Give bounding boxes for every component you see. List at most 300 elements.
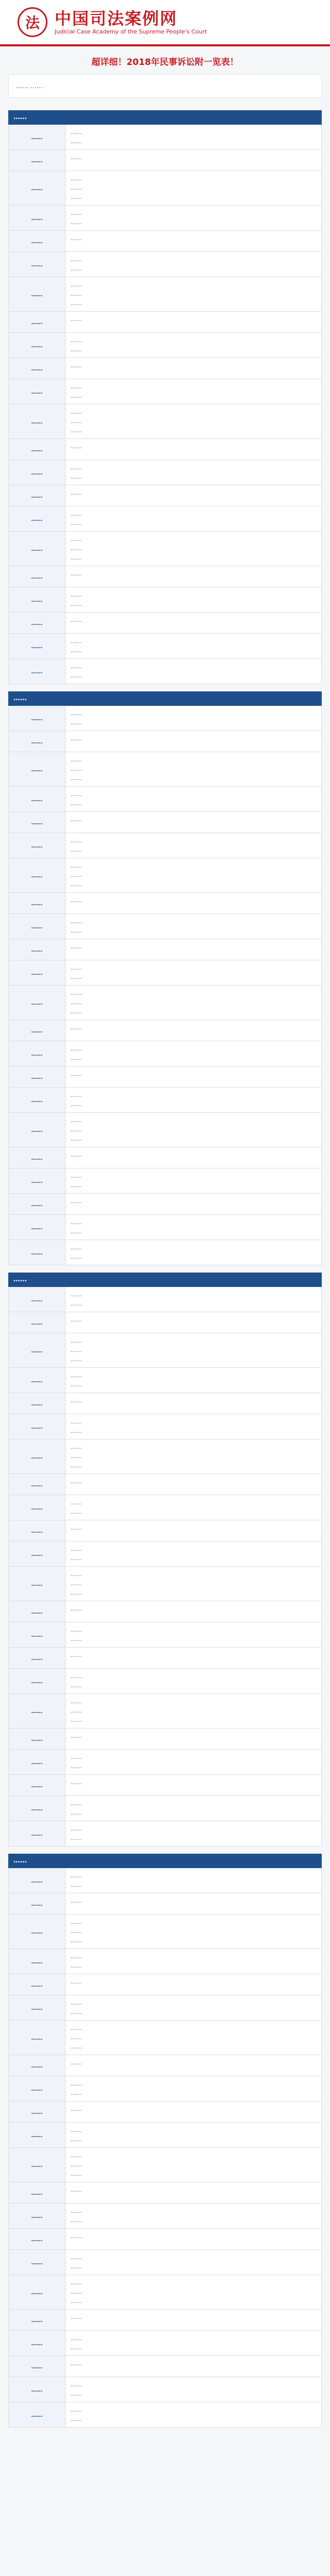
row-category: ……	[9, 858, 65, 892]
row-description	[65, 858, 321, 892]
row-category: ……	[9, 914, 65, 939]
row-description	[65, 2182, 321, 2203]
row-description	[65, 1995, 321, 2020]
row-description	[65, 1113, 321, 1147]
row-description	[65, 1414, 321, 1439]
table-row	[8, 150, 322, 171]
row-category: ……	[9, 833, 65, 858]
row-description	[65, 1541, 321, 1566]
row-description	[65, 960, 321, 985]
table-row	[8, 1750, 322, 1775]
table-row	[8, 460, 322, 485]
row-description	[65, 1601, 321, 1622]
row-category: ……	[9, 2402, 65, 2427]
row-description-line: ……	[71, 647, 82, 654]
row-category: ……	[9, 1287, 65, 1312]
site-subtitle: Judicial Case Academy of the Supreme People's Court	[55, 28, 207, 35]
row-description-line: ……	[71, 617, 82, 623]
table-row	[8, 2182, 322, 2204]
row-description-line: ……	[71, 964, 82, 971]
row-description-line: ……	[71, 393, 82, 399]
row-description-line: ……	[71, 316, 82, 323]
row-description	[65, 1750, 321, 1774]
row-description	[65, 812, 321, 833]
row-category: ……	[9, 1088, 65, 1112]
row-description-line: ……	[71, 443, 82, 450]
row-description-line: ……	[71, 974, 82, 980]
row-description	[65, 752, 321, 786]
table-row	[8, 2148, 322, 2182]
row-description-line: ……	[71, 520, 82, 527]
site-header	[0, 0, 330, 46]
row-description	[65, 460, 321, 485]
table-row	[8, 1914, 322, 1949]
table-row	[8, 960, 322, 986]
row-description-line: ……	[71, 837, 82, 844]
row-description-line: ……	[71, 1682, 82, 1689]
row-category: ……	[9, 2275, 65, 2309]
row-category: ……	[9, 787, 65, 811]
row-category: ……	[9, 439, 65, 460]
row-description-line: ……	[71, 1937, 82, 1944]
row-description	[65, 1020, 321, 1041]
row-description-line: ……	[71, 1897, 82, 1904]
row-description	[65, 914, 321, 939]
row-description	[65, 206, 321, 230]
row-description	[65, 1821, 321, 1846]
row-description-line: ……	[71, 775, 82, 782]
row-category: ……	[9, 1601, 65, 1622]
table-row	[8, 231, 322, 252]
row-description	[65, 379, 321, 404]
row-category: ……	[9, 1868, 65, 1893]
row-description-line: ……	[71, 1418, 82, 1425]
section-title: ……	[8, 1854, 322, 1868]
row-category: ……	[9, 1974, 65, 1995]
row-description-line: ……	[71, 1126, 82, 1133]
table-row	[8, 1240, 322, 1265]
row-category: ……	[9, 1041, 65, 1066]
row-description-line: ……	[71, 2344, 82, 2351]
table-row	[8, 634, 322, 659]
row-description-line: ……	[71, 346, 82, 353]
row-description-line: ……	[71, 999, 82, 1006]
row-description	[65, 2055, 321, 2076]
row-description-line: ……	[71, 1872, 82, 1879]
row-description-line: ……	[71, 473, 82, 480]
table-row	[8, 1601, 322, 1622]
row-category: ……	[9, 358, 65, 379]
row-description-line: ……	[71, 1092, 82, 1098]
row-description	[65, 2331, 321, 2355]
row-description-line: ……	[71, 427, 82, 434]
row-description	[65, 1974, 321, 1995]
row-description	[65, 1147, 321, 1168]
row-description-line: ……	[71, 1636, 82, 1642]
row-category: ……	[9, 2377, 65, 2402]
row-description-line: ……	[71, 1219, 82, 1226]
row-category: ……	[9, 2331, 65, 2355]
row-description-line: ……	[71, 1509, 82, 1515]
row-description	[65, 1796, 321, 1821]
table-row	[8, 1368, 322, 1393]
row-description-line: ……	[71, 1978, 82, 1985]
row-description-line: ……	[71, 1228, 82, 1235]
table-row	[8, 2102, 322, 2123]
row-category: ……	[9, 312, 65, 332]
row-description-line: ……	[71, 1008, 82, 1015]
row-description-line: ……	[71, 1698, 82, 1705]
row-description-line: ……	[71, 1462, 82, 1469]
row-category: ……	[9, 150, 65, 171]
row-description-line: ……	[71, 1045, 82, 1052]
row-category: ……	[9, 1368, 65, 1393]
row-category: ……	[9, 566, 65, 587]
row-description-line: ……	[71, 927, 82, 934]
row-description-line: ……	[71, 791, 82, 798]
row-description-line: ……	[71, 2152, 82, 2159]
row-category: ……	[9, 2076, 65, 2101]
table-row	[8, 1066, 322, 1088]
row-description	[65, 532, 321, 566]
row-category: ……	[9, 1113, 65, 1147]
table-row	[8, 1439, 322, 1474]
row-description-line: ……	[71, 418, 82, 425]
row-category: ……	[9, 532, 65, 566]
row-category: ……	[9, 1893, 65, 1914]
row-description-line: ……	[71, 1151, 82, 1158]
row-description	[65, 566, 321, 587]
row-category: ……	[9, 1474, 65, 1495]
table-row	[8, 939, 322, 960]
row-description	[65, 2076, 321, 2101]
row-description-line: ……	[71, 2187, 82, 2193]
row-description-line: ……	[71, 1136, 82, 1142]
row-description	[65, 125, 321, 149]
row-description-line: ……	[71, 1024, 82, 1031]
row-description-line: ……	[71, 1835, 82, 1841]
table-row	[8, 2250, 322, 2275]
row-description-line: ……	[71, 1291, 82, 1298]
table-row	[8, 379, 322, 404]
row-category: ……	[9, 2310, 65, 2330]
row-description-line: ……	[71, 256, 82, 263]
row-description-line: ……	[71, 2416, 82, 2422]
site-logo[interactable]	[18, 7, 47, 37]
site-title[interactable]: 中国司法案例网	[55, 9, 178, 28]
row-description	[65, 1868, 321, 1893]
row-category: ……	[9, 460, 65, 485]
table-row	[8, 1669, 322, 1694]
table-row	[8, 613, 322, 634]
table-row	[8, 1194, 322, 1215]
row-description-line: ……	[71, 536, 82, 543]
row-category: ……	[9, 2148, 65, 2182]
row-description	[65, 231, 321, 251]
table-row	[8, 1495, 322, 1520]
table-row	[8, 2331, 322, 2356]
row-category: ……	[9, 706, 65, 731]
table-row	[8, 2076, 322, 2102]
row-description-line: ……	[71, 766, 82, 772]
row-description-line: ……	[71, 918, 82, 925]
row-description	[65, 1728, 321, 1749]
row-description-line: ……	[71, 862, 82, 869]
row-description-line: ……	[71, 138, 82, 145]
table-row	[8, 986, 322, 1020]
table-row	[8, 277, 322, 312]
table-row	[8, 2021, 322, 2055]
table-row	[8, 1541, 322, 1567]
row-category: ……	[9, 1066, 65, 1087]
row-description-line: ……	[71, 1605, 82, 1612]
row-description	[65, 2123, 321, 2147]
table-row	[8, 506, 322, 532]
table-row	[8, 1949, 322, 1974]
row-category: ……	[9, 986, 65, 1020]
row-description-line: ……	[71, 943, 82, 950]
row-description-line: ……	[71, 1300, 82, 1307]
row-description	[65, 1088, 321, 1112]
section-title: ……	[8, 691, 322, 706]
row-description	[65, 986, 321, 1020]
row-description	[65, 1474, 321, 1495]
row-description-line: ……	[71, 2360, 82, 2367]
row-category: ……	[9, 2102, 65, 2122]
table-row	[8, 659, 322, 684]
row-description	[65, 1287, 321, 1312]
row-description-line: ……	[71, 154, 82, 161]
row-description-line: ……	[71, 219, 82, 226]
table-row	[8, 587, 322, 613]
table-row	[8, 833, 322, 858]
row-category: ……	[9, 752, 65, 786]
row-category: ……	[9, 1020, 65, 1041]
row-description-line: ……	[71, 816, 82, 823]
row-description-line: ……	[71, 756, 82, 763]
row-description	[65, 2356, 321, 2377]
row-description-line: ……	[71, 2009, 82, 2015]
row-description	[65, 1312, 321, 1333]
row-category: ……	[9, 1312, 65, 1333]
row-description-line: ……	[71, 1999, 82, 2006]
row-description-line: ……	[71, 194, 82, 200]
table-row	[8, 893, 322, 914]
row-category: ……	[9, 206, 65, 230]
table-row	[8, 1995, 322, 2021]
row-description	[65, 1368, 321, 1393]
table-row	[8, 2275, 322, 2310]
row-description-line: ……	[71, 591, 82, 598]
table-row	[8, 1041, 322, 1066]
row-category: ……	[9, 1622, 65, 1647]
row-description	[65, 1914, 321, 1948]
row-description	[65, 333, 321, 358]
row-description	[65, 150, 321, 171]
table-row	[8, 1974, 322, 1995]
row-description-line: ……	[71, 1919, 82, 1925]
row-description	[65, 1168, 321, 1193]
row-description	[65, 485, 321, 506]
table-row	[8, 812, 322, 833]
row-description	[65, 506, 321, 531]
row-description-line: ……	[71, 2406, 82, 2413]
row-description	[65, 1775, 321, 1795]
row-description-line: ……	[71, 1652, 82, 1658]
row-description	[65, 787, 321, 811]
row-description-line: ……	[71, 1882, 82, 1888]
row-description-line: ……	[71, 337, 82, 344]
row-description-line: ……	[71, 1571, 82, 1578]
table-row	[8, 1215, 322, 1240]
row-category: ……	[9, 960, 65, 985]
row-description	[65, 1240, 321, 1265]
table-row	[8, 125, 322, 150]
row-description-line: ……	[71, 663, 82, 670]
row-description-line: ……	[71, 2034, 82, 2041]
row-category: ……	[9, 1728, 65, 1749]
row-description-line: ……	[71, 1453, 82, 1460]
table-row	[8, 404, 322, 439]
row-description-line: ……	[71, 1809, 82, 1816]
row-description	[65, 1567, 321, 1601]
row-description	[65, 358, 321, 379]
intro-section	[0, 46, 330, 103]
row-description-line: ……	[71, 1397, 82, 1404]
table-row	[8, 706, 322, 731]
row-category: ……	[9, 1949, 65, 1974]
row-description-line: ……	[71, 719, 82, 726]
row-description	[65, 893, 321, 913]
intro-paragraph: ……	[16, 82, 28, 90]
row-category: ……	[9, 1520, 65, 1541]
row-description	[65, 277, 321, 311]
row-description-line: ……	[71, 2025, 82, 2031]
row-category: ……	[9, 613, 65, 633]
row-category: ……	[9, 379, 65, 404]
table-row	[8, 1648, 322, 1669]
row-description-line: ……	[71, 735, 82, 742]
table-row	[8, 312, 322, 333]
table-row	[8, 358, 322, 379]
row-description-line: ……	[71, 1555, 82, 1562]
table-row	[8, 485, 322, 506]
row-category: ……	[9, 1439, 65, 1473]
row-description-line: ……	[71, 2217, 82, 2224]
row-description	[65, 1520, 321, 1541]
table-row	[8, 1393, 322, 1414]
table-row	[8, 1414, 322, 1439]
row-description-line: ……	[71, 800, 82, 807]
row-description-line: ……	[71, 2381, 82, 2388]
row-description-line: ……	[71, 1763, 82, 1770]
row-category: ……	[9, 634, 65, 658]
row-description-line: ……	[71, 1372, 82, 1379]
table-row	[8, 1775, 322, 1796]
row-description-line: ……	[71, 511, 82, 517]
row-category: ……	[9, 1147, 65, 1168]
table-row	[8, 1520, 322, 1541]
table-row	[8, 1113, 322, 1147]
row-description-line: ……	[71, 638, 82, 645]
row-description	[65, 1648, 321, 1668]
table-row	[8, 1168, 322, 1194]
row-description-line: ……	[71, 2136, 82, 2143]
row-description	[65, 1949, 321, 1974]
table-row	[8, 787, 322, 812]
row-category: ……	[9, 1168, 65, 1193]
row-category: ……	[9, 587, 65, 612]
row-description	[65, 1893, 321, 1914]
row-description-line: ……	[71, 1055, 82, 1061]
table-row	[8, 858, 322, 893]
intro-link[interactable]: ……	[30, 82, 43, 90]
table-row	[8, 1088, 322, 1113]
row-category: ……	[9, 1775, 65, 1795]
table-row	[8, 439, 322, 460]
table-row	[8, 2310, 322, 2331]
row-category: ……	[9, 404, 65, 438]
row-description	[65, 613, 321, 633]
row-category: ……	[9, 2204, 65, 2228]
row-description	[65, 634, 321, 658]
row-description-line: ……	[71, 1580, 82, 1587]
row-description-line: ……	[71, 990, 82, 996]
row-description-line: ……	[71, 2161, 82, 2168]
row-description-line: ……	[71, 300, 82, 307]
row-description-line: ……	[71, 2208, 82, 2214]
table-row	[8, 1694, 322, 1728]
row-category: ……	[9, 1648, 65, 1668]
table-row	[8, 532, 322, 566]
row-description-line: ……	[71, 2233, 82, 2240]
row-category: ……	[9, 231, 65, 251]
row-category: ……	[9, 939, 65, 960]
section-title: ……	[8, 110, 322, 125]
row-description-line: ……	[71, 1825, 82, 1832]
row-category: ……	[9, 506, 65, 531]
row-description-line: ……	[71, 2335, 82, 2342]
row-category: ……	[9, 485, 65, 506]
row-description-line: ……	[71, 1347, 82, 1353]
row-description	[65, 1669, 321, 1693]
row-description	[65, 1495, 321, 1520]
row-description-line: ……	[71, 1953, 82, 1960]
row-description-line: ……	[71, 1071, 82, 1077]
row-description-line: ……	[71, 1717, 82, 1723]
row-category: ……	[9, 1796, 65, 1821]
row-description	[65, 1066, 321, 1087]
row-description-line: ……	[71, 2059, 82, 2066]
row-description	[65, 2250, 321, 2275]
row-description-line: ……	[71, 545, 82, 552]
row-category: ……	[9, 1240, 65, 1265]
row-description	[65, 1622, 321, 1647]
litigation-table	[0, 110, 330, 2428]
table-row	[8, 2402, 322, 2428]
row-description	[65, 939, 321, 960]
row-category: ……	[9, 1333, 65, 1367]
table-row	[8, 2356, 322, 2377]
table-row	[8, 1147, 322, 1168]
table-row	[8, 1728, 322, 1750]
row-description-line: ……	[71, 1928, 82, 1935]
row-category: ……	[9, 2356, 65, 2377]
table-row	[8, 1821, 322, 1846]
row-description-line: ……	[71, 2298, 82, 2304]
row-description	[65, 2102, 321, 2122]
row-description-line: ……	[71, 1589, 82, 1596]
